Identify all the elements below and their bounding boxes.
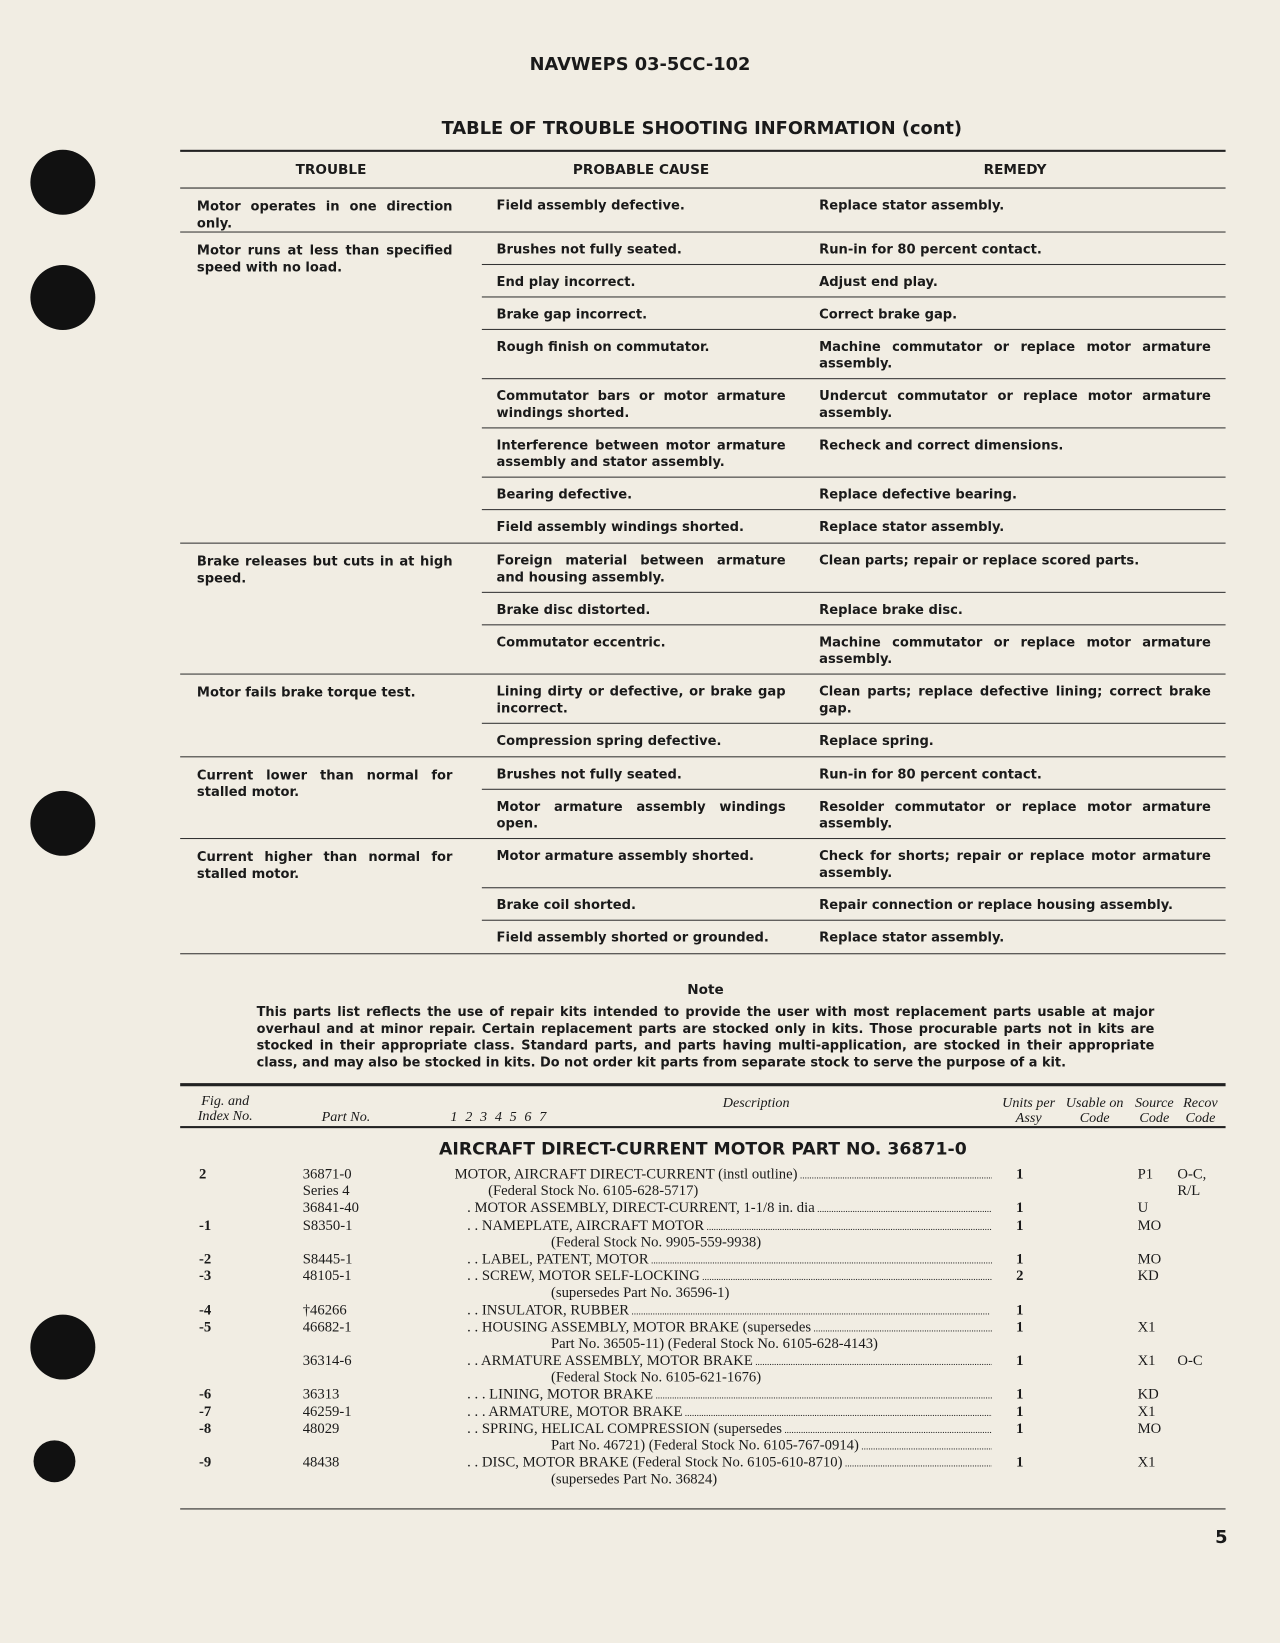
parts-row bbox=[180, 1370, 1225, 1387]
table-row bbox=[482, 757, 1226, 789]
cause-cell: Foreign material between armature and housing assembly. bbox=[496, 552, 786, 585]
table-row bbox=[482, 428, 1226, 477]
page-number: 5 bbox=[1215, 1527, 1228, 1549]
cause-cell: Brushes not fully seated. bbox=[496, 765, 682, 782]
part-number: 36841-40 bbox=[302, 1200, 359, 1217]
remedy-cell: Correct brake gap. bbox=[819, 305, 958, 322]
table-row bbox=[482, 544, 1226, 593]
remedy-cell: Machine commutator or replace motor armature assembly. bbox=[819, 633, 1211, 667]
source-code: X1 bbox=[1137, 1404, 1156, 1421]
units-per-assy: 1 bbox=[1016, 1302, 1024, 1319]
units-per-assy: 1 bbox=[1016, 1251, 1024, 1268]
cause-cell: Compression spring defective. bbox=[496, 732, 722, 748]
col-cause: PROBABLE CAUSE bbox=[572, 161, 710, 178]
source-code: X1 bbox=[1137, 1319, 1156, 1336]
trouble-cell: Current lower than normal for stalled motor. bbox=[196, 766, 453, 800]
cause-cell: Lining dirty or defective, or brake gap incorrect. bbox=[496, 682, 786, 716]
binder-hole bbox=[30, 1315, 95, 1380]
parts-row bbox=[180, 1320, 1225, 1337]
part-number: †46266 bbox=[302, 1302, 347, 1319]
table-header bbox=[180, 150, 1225, 189]
remedy-cell: Resolder commutator or replace motor armature assembly. bbox=[819, 798, 1211, 831]
description: (supersedes Part No. 36824) bbox=[550, 1472, 718, 1488]
units-per-assy: 1 bbox=[1016, 1217, 1024, 1234]
remedy-cell: Recheck and correct dimensions. bbox=[819, 436, 1064, 453]
description: . . . ARMATURE, MOTOR BRAKE ..... bbox=[467, 1404, 992, 1421]
units-per-assy: 1 bbox=[1016, 1455, 1024, 1471]
trouble-group bbox=[180, 675, 1225, 758]
remedy-cell: Replace stator assembly. bbox=[819, 518, 1005, 535]
description: . . SCREW, MOTOR SELF-LOCKING ..... bbox=[467, 1269, 992, 1286]
remedy-cell: Clean parts; replace defective lining; correct brake gap. bbox=[819, 682, 1211, 716]
remedy-cell: Run-in for 80 percent contact. bbox=[819, 240, 1042, 257]
document-number: NAVWEPS 03-5CC-102 bbox=[529, 54, 751, 76]
description: Part No. 46721) (Federal Stock No. 6105-767-0914) ..... bbox=[551, 1438, 992, 1455]
parts-row bbox=[180, 1438, 1225, 1455]
table-row bbox=[482, 790, 1226, 838]
source-code: KD bbox=[1137, 1268, 1159, 1285]
trouble-cell: Motor runs at less than specified speed with no load. bbox=[196, 241, 453, 275]
table-row bbox=[482, 189, 1226, 221]
trouble-cell: Current higher than normal for stalled motor. bbox=[196, 848, 453, 881]
table-row bbox=[482, 593, 1226, 625]
cause-cell: Brake coil shorted. bbox=[496, 896, 636, 913]
col-trouble: TROUBLE bbox=[295, 161, 367, 178]
part-number: 46259-1 bbox=[302, 1404, 352, 1421]
parts-row bbox=[180, 1167, 1225, 1184]
description: . . ARMATURE ASSEMBLY, MOTOR BRAKE ..... bbox=[467, 1353, 992, 1370]
remedy-cell: Clean parts; repair or replace scored parts. bbox=[819, 552, 1140, 568]
remedy-cell: Replace stator assembly. bbox=[819, 929, 1005, 945]
description: . . HOUSING ASSEMBLY, MOTOR BRAKE (supersedes ..... bbox=[467, 1320, 992, 1337]
description: . . INSULATOR, RUBBER ..... bbox=[467, 1303, 992, 1320]
hdr-desc: Description bbox=[722, 1094, 790, 1111]
hdr-indent: 1 2 3 4 5 6 7 bbox=[450, 1108, 549, 1124]
parts-row bbox=[180, 1218, 1225, 1235]
description: (Federal Stock No. 9905-559-9938) bbox=[550, 1234, 762, 1251]
fig-index: -7 bbox=[199, 1404, 212, 1421]
note-text: This parts list reflects the use of repair kits intended to provide the user with most replacement parts usable at major overhaul and at minor repair. Certain replacement parts are stocked only in kits. Those procurable parts not in kits are stocked in their appropriate class. Standard parts, and parts having multi-application, are stocked in their appropriate class, and may also be stocked in kits. Do not order kit parts from separate stock to serve the purpose of a kit. bbox=[256, 1004, 1155, 1070]
parts-row bbox=[180, 1336, 1225, 1353]
parts-row bbox=[180, 1455, 1225, 1472]
parts-row bbox=[180, 1353, 1225, 1370]
table-row bbox=[482, 888, 1226, 920]
part-number: S8445-1 bbox=[302, 1251, 353, 1268]
source-code: X1 bbox=[1137, 1455, 1156, 1471]
table-row bbox=[482, 510, 1226, 542]
cause-cell: Brake disc distorted. bbox=[496, 601, 651, 617]
parts-row bbox=[180, 1387, 1225, 1404]
description: . . LABEL, PATENT, MOTOR ..... bbox=[467, 1252, 992, 1269]
units-per-assy: 1 bbox=[1016, 1404, 1024, 1421]
hdr-fig: Fig. and Index No. bbox=[197, 1092, 253, 1123]
table-title: TABLE OF TROUBLE SHOOTING INFORMATION (cont) bbox=[441, 118, 963, 140]
description: (Federal Stock No. 6105-621-1676) bbox=[550, 1370, 762, 1387]
cause-cell: Motor armature assembly windings open. bbox=[496, 798, 786, 831]
cause-cell: End play incorrect. bbox=[496, 273, 636, 290]
trouble-group bbox=[180, 233, 1225, 544]
fig-index: 2 bbox=[199, 1166, 207, 1183]
binder-hole bbox=[30, 265, 95, 330]
description: . . . LINING, MOTOR BRAKE ..... bbox=[467, 1387, 992, 1404]
table-row bbox=[482, 839, 1226, 888]
units-per-assy: 1 bbox=[1016, 1166, 1024, 1183]
part-number: 48438 bbox=[302, 1455, 340, 1471]
table-row bbox=[482, 724, 1226, 756]
description: . MOTOR ASSEMBLY, DIRECT-CURRENT, 1-1/8 in. dia ..... bbox=[467, 1201, 992, 1218]
description: Part No. 36505-11) (Federal Stock No. 6105-628-4143) bbox=[550, 1336, 878, 1353]
trouble-cell: Motor fails brake torque test. bbox=[196, 684, 416, 700]
trouble-group bbox=[180, 189, 1225, 233]
parts-row bbox=[180, 1235, 1225, 1252]
remedy-cell: Adjust end play. bbox=[819, 273, 938, 290]
cause-cell: Field assembly defective. bbox=[496, 196, 685, 213]
cause-cell: Motor armature assembly shorted. bbox=[496, 847, 755, 864]
fig-index: -3 bbox=[199, 1268, 212, 1285]
units-per-assy: 1 bbox=[1016, 1353, 1024, 1370]
binder-hole bbox=[34, 1440, 76, 1482]
parts-row bbox=[180, 1252, 1225, 1269]
parts-row bbox=[180, 1286, 1225, 1303]
col-remedy: REMEDY bbox=[983, 161, 1047, 178]
trouble-group bbox=[180, 839, 1225, 954]
cause-cell: Brushes not fully seated. bbox=[496, 240, 682, 257]
source-code: MO bbox=[1137, 1217, 1162, 1234]
source-code: X1 bbox=[1137, 1353, 1156, 1370]
source-code: MO bbox=[1137, 1251, 1162, 1268]
hdr-part: Part No. bbox=[321, 1108, 371, 1124]
bottom-rule bbox=[180, 1508, 1225, 1509]
description: . . SPRING, HELICAL COMPRESSION (supersedes ..... bbox=[467, 1421, 992, 1438]
fig-index: -8 bbox=[199, 1421, 212, 1437]
binder-hole bbox=[30, 150, 95, 215]
remedy-cell: Machine commutator or replace motor armature assembly. bbox=[819, 338, 1211, 371]
remedy-cell: Replace stator assembly. bbox=[819, 196, 1005, 213]
trouble-cell: Brake releases but cuts in at high speed. bbox=[196, 553, 453, 586]
recov-code: O-C bbox=[1177, 1353, 1203, 1370]
fig-index: -5 bbox=[199, 1319, 212, 1336]
trouble-group bbox=[180, 544, 1225, 675]
description: (supersedes Part No. 36596-1) bbox=[550, 1285, 730, 1302]
parts-row bbox=[180, 1404, 1225, 1421]
recov-code: O-C, bbox=[1177, 1166, 1207, 1183]
hdr-units: Units per Assy bbox=[1002, 1094, 1056, 1126]
description: . . DISC, MOTOR BRAKE (Federal Stock No. 6105-610-8710) ..... bbox=[467, 1455, 992, 1472]
units-per-assy: 2 bbox=[1016, 1268, 1024, 1285]
remedy-cell: Undercut commutator or replace motor armature assembly. bbox=[819, 387, 1211, 421]
trouble-cell: Motor operates in one direction only. bbox=[196, 197, 453, 231]
note-title: Note bbox=[687, 982, 724, 999]
hdr-usable: Usable on Code bbox=[1065, 1094, 1124, 1126]
remedy-cell: Replace defective bearing. bbox=[819, 486, 1018, 502]
source-code: U bbox=[1137, 1200, 1149, 1217]
binder-hole bbox=[30, 791, 95, 856]
fig-index: -2 bbox=[199, 1251, 212, 1268]
cause-cell: Field assembly windings shorted. bbox=[496, 518, 745, 535]
source-code: KD bbox=[1137, 1387, 1159, 1404]
cause-cell: Interference between motor armature assembly and stator assembly. bbox=[496, 436, 786, 470]
part-number: 36871-0 bbox=[302, 1166, 352, 1183]
part-number: 48105-1 bbox=[302, 1268, 352, 1285]
fig-index: -4 bbox=[199, 1302, 212, 1319]
cause-cell: Rough finish on commutator. bbox=[496, 338, 710, 355]
remedy-cell: Check for shorts; repair or replace motor armature assembly. bbox=[819, 847, 1211, 880]
source-code: MO bbox=[1137, 1421, 1162, 1437]
table-row bbox=[482, 297, 1226, 329]
part-number: S8350-1 bbox=[302, 1217, 353, 1234]
source-code: P1 bbox=[1137, 1166, 1154, 1183]
recov-code: R/L bbox=[1177, 1183, 1201, 1200]
trouble-group bbox=[180, 757, 1225, 839]
parts-row bbox=[180, 1184, 1225, 1201]
parts-row bbox=[180, 1421, 1225, 1438]
fig-index: -6 bbox=[199, 1387, 212, 1404]
units-per-assy: 1 bbox=[1016, 1200, 1024, 1217]
parts-list-header bbox=[180, 1083, 1225, 1128]
part-number: 48029 bbox=[302, 1421, 340, 1437]
remedy-cell: Replace spring. bbox=[819, 732, 934, 748]
table-row bbox=[482, 478, 1226, 510]
parts-row bbox=[180, 1269, 1225, 1286]
cause-cell: Commutator eccentric. bbox=[496, 633, 666, 650]
table-row bbox=[482, 330, 1226, 379]
parts-row bbox=[180, 1303, 1225, 1320]
cause-cell: Commutator bars or motor armature windings shorted. bbox=[496, 387, 786, 421]
part-number: 36313 bbox=[302, 1387, 340, 1404]
trouble-shooting-table bbox=[180, 150, 1225, 954]
assembly-title: AIRCRAFT DIRECT-CURRENT MOTOR PART NO. 36871-0 bbox=[439, 1138, 967, 1159]
remedy-cell: Replace brake disc. bbox=[819, 601, 963, 617]
remedy-cell: Repair connection or replace housing assembly. bbox=[819, 896, 1174, 913]
units-per-assy: 1 bbox=[1016, 1319, 1024, 1336]
parts-row bbox=[180, 1472, 1225, 1489]
description: . . NAMEPLATE, AIRCRAFT MOTOR ..... bbox=[467, 1218, 992, 1235]
part-number: Series 4 bbox=[302, 1183, 350, 1200]
parts-row bbox=[180, 1201, 1225, 1218]
cause-cell: Brake gap incorrect. bbox=[496, 305, 648, 322]
part-number: 46682-1 bbox=[302, 1319, 352, 1336]
units-per-assy: 1 bbox=[1016, 1421, 1024, 1437]
units-per-assy: 1 bbox=[1016, 1387, 1024, 1404]
fig-index: -9 bbox=[199, 1455, 212, 1471]
table-row bbox=[482, 265, 1226, 297]
table-row bbox=[482, 379, 1226, 428]
description: (Federal Stock No. 6105-628-5717) bbox=[488, 1183, 699, 1200]
table-row bbox=[482, 625, 1226, 673]
table-row bbox=[482, 921, 1226, 953]
part-number: 36314-6 bbox=[302, 1353, 352, 1370]
cause-cell: Field assembly shorted or grounded. bbox=[496, 929, 769, 945]
table-row bbox=[482, 233, 1226, 265]
description: MOTOR, AIRCRAFT DIRECT-CURRENT (instl outline) ..... bbox=[455, 1167, 992, 1184]
hdr-source: Source Code bbox=[1134, 1094, 1174, 1126]
hdr-recov: Recov Code bbox=[1183, 1094, 1218, 1126]
parts-list bbox=[180, 1083, 1225, 1489]
fig-index: -1 bbox=[199, 1217, 212, 1234]
table-row bbox=[482, 675, 1226, 724]
remedy-cell: Run-in for 80 percent contact. bbox=[819, 765, 1042, 782]
cause-cell: Bearing defective. bbox=[496, 486, 633, 502]
note-block bbox=[257, 983, 1155, 1071]
